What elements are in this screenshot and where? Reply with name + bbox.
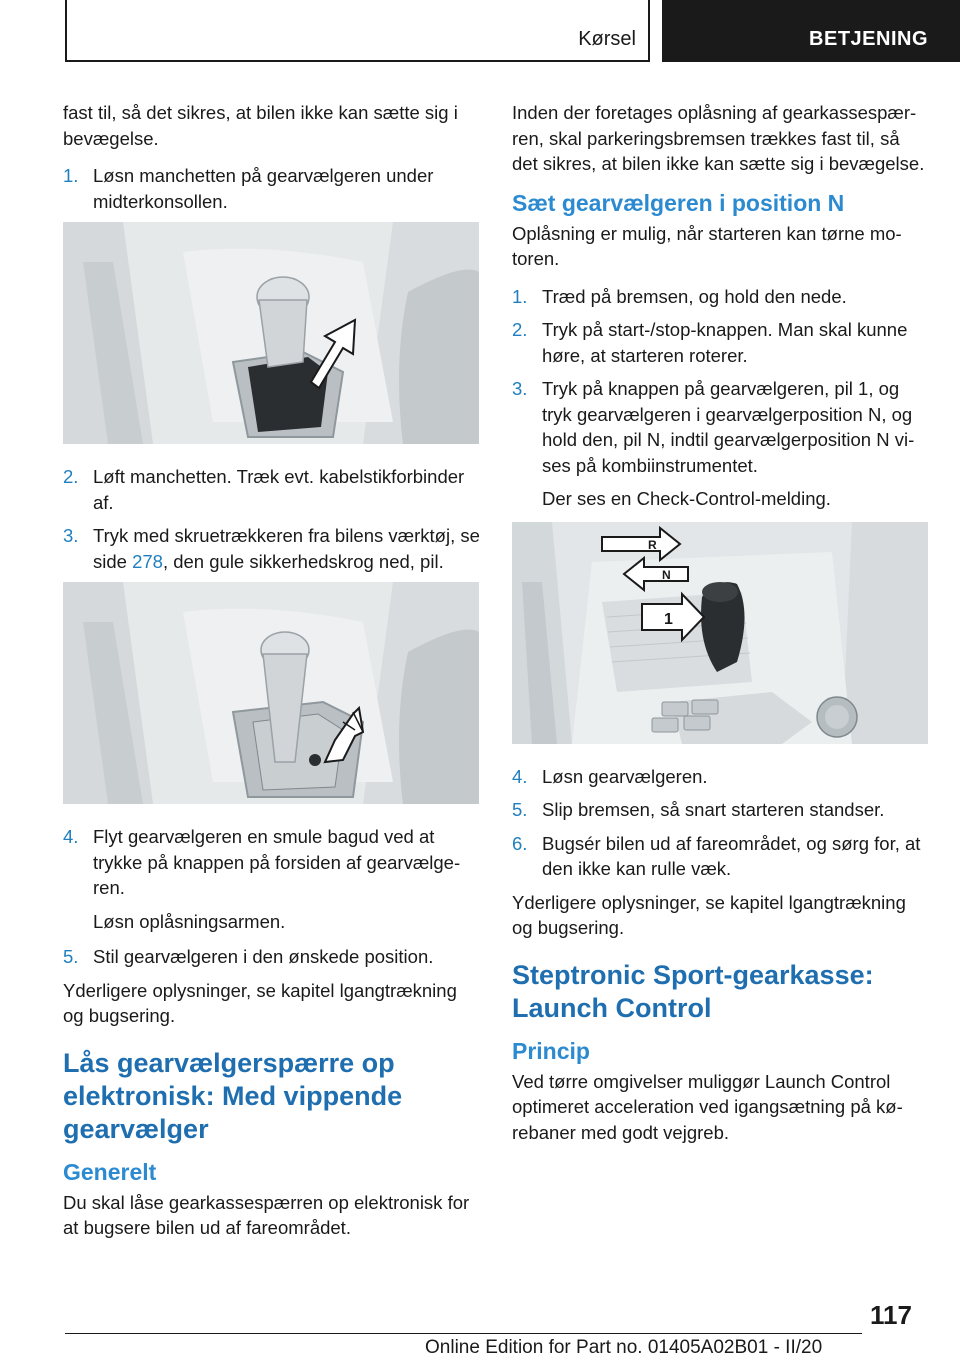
position-n-text: Oplåsning er mulig, når starteren kan tørne motoren. (512, 222, 902, 269)
left-more-info: Yderligere oplysninger, se kapitel lgangtrækning og bugsering. (63, 979, 457, 1026)
step-text: Stil gearvælgeren i den ønskede position. (93, 946, 434, 967)
right-step-6 (512, 831, 928, 882)
right-step-3 (512, 376, 928, 478)
step-number: 1. (512, 285, 528, 307)
left-step-4-sub: Løsn oplåsningsarmen. (93, 910, 286, 932)
right-column (512, 100, 928, 1157)
page-number: 117 (870, 1300, 912, 1330)
step-number: 2. (512, 319, 528, 340)
general-text: Du skal låse gearkassespærren op elektronisk for at bugsere bilen ud af fareområdet. (63, 1191, 470, 1238)
arrow-label-1: 1 (664, 610, 673, 628)
step-number: 3. (512, 378, 528, 399)
right-step-4 (512, 764, 928, 790)
step-text: Slip bremsen, så snart starteren standser. (542, 799, 885, 820)
left-step-5 (63, 944, 481, 970)
heading-launch-control: Steptronic Sport-gearkasse: Launch Control (512, 959, 874, 1023)
left-intro: fast til, så det sikres, at bilen ikke kan sætte sig i bevægelse. (63, 102, 458, 149)
heading-general: Generelt (63, 1158, 157, 1185)
section-title: Kørsel (578, 28, 636, 50)
left-column (63, 100, 481, 1253)
step-text-before: Tryk med skruetrækkeren fra bilens værktøj, se side (93, 525, 480, 572)
step-number: 1. (63, 165, 79, 186)
arrow-label-r: R (648, 537, 657, 552)
step-number: 5. (63, 946, 79, 967)
footer-edition: Online Edition for Part no. 01405A02B01 - II/20 (425, 1337, 823, 1358)
selector-lever-illustration (512, 522, 928, 744)
left-step-3 (63, 523, 481, 574)
step-text: Bugsér bilen ud af fareområdet, og sørg for, at den ikke kan rulle væk. (542, 832, 921, 879)
step-text: Løft manchetten. Træk evt. kabelstikforbinder af. (93, 466, 465, 513)
figure-safety-hook (63, 582, 479, 804)
step-number: 2. (63, 466, 79, 487)
header-chapter-tab (662, 0, 960, 62)
step-text-after: , den gule sikkerhedskrog ned, pil. (162, 550, 444, 572)
left-step-2 (63, 464, 481, 515)
right-intro: Inden der foretages oplåsning af gearkassespærren, skal parkeringsbremsen trækkes fast til, så det sikres, at bilen ikke kan sætte sig i bevægelse. (512, 102, 925, 174)
step-text: Løsn manchetten på gearvælgeren under midterkonsollen. (93, 165, 434, 212)
principle-text: Ved tørre omgivelser muliggør Launch Control optimeret acceleration ved igangsætning på kørebaner med godt vejgreb. (512, 1070, 903, 1143)
heading-position-n: Sæt gearvælgeren i position N (512, 189, 845, 216)
arrow-label-n: N (662, 567, 671, 582)
right-more-info: Yderligere oplysninger, se kapitel lgangtrækning og bugsering. (512, 891, 906, 938)
safety-hook-illustration (63, 582, 479, 804)
step-text: Tryk på start-/stop-knappen. Man skal kunne høre, at starteren roterer. (542, 319, 908, 366)
figure-gear-boot (63, 222, 479, 444)
step-number: 4. (512, 765, 528, 787)
heading-principle: Princip (512, 1037, 590, 1064)
step-number: 4. (63, 826, 79, 847)
step-number: 3. (63, 525, 79, 546)
chapter-title: BETJENING (809, 28, 928, 50)
left-step-4 (63, 824, 481, 901)
step-text: Løsn gearvælgeren. (542, 765, 708, 787)
figure-selector-lever (512, 522, 928, 744)
footer-divider (65, 1333, 862, 1334)
right-step-3-sub: Der ses en Check-Control-melding. (542, 488, 831, 509)
step-text: Tryk på knappen på gearvælgeren, pil 1, og tryk gearvælgeren i gearvælgerposition N, og hold den, pil N, indtil gearvælgerposition N vises på kombiinstrumentet. (542, 378, 915, 476)
step-text: Træd på bremsen, og hold den nede. (542, 285, 847, 307)
step-text: Flyt gearvælgeren en smule bagud ved at trykke på knappen på forsiden af gearvælgeren. (93, 826, 461, 898)
gear-boot-illustration (63, 222, 479, 444)
right-step-1 (512, 284, 928, 310)
step-number: 5. (512, 799, 528, 820)
right-step-5 (512, 797, 928, 823)
header-section-tab (65, 0, 650, 62)
heading-unlock-electronic: Lås gearvælgerspærre op elektronisk: Med vippende gearvælger (63, 1047, 403, 1144)
right-step-2 (512, 317, 928, 368)
page-link-278[interactable]: 278 (132, 550, 163, 572)
left-step-1 (63, 163, 481, 214)
step-number: 6. (512, 832, 528, 854)
